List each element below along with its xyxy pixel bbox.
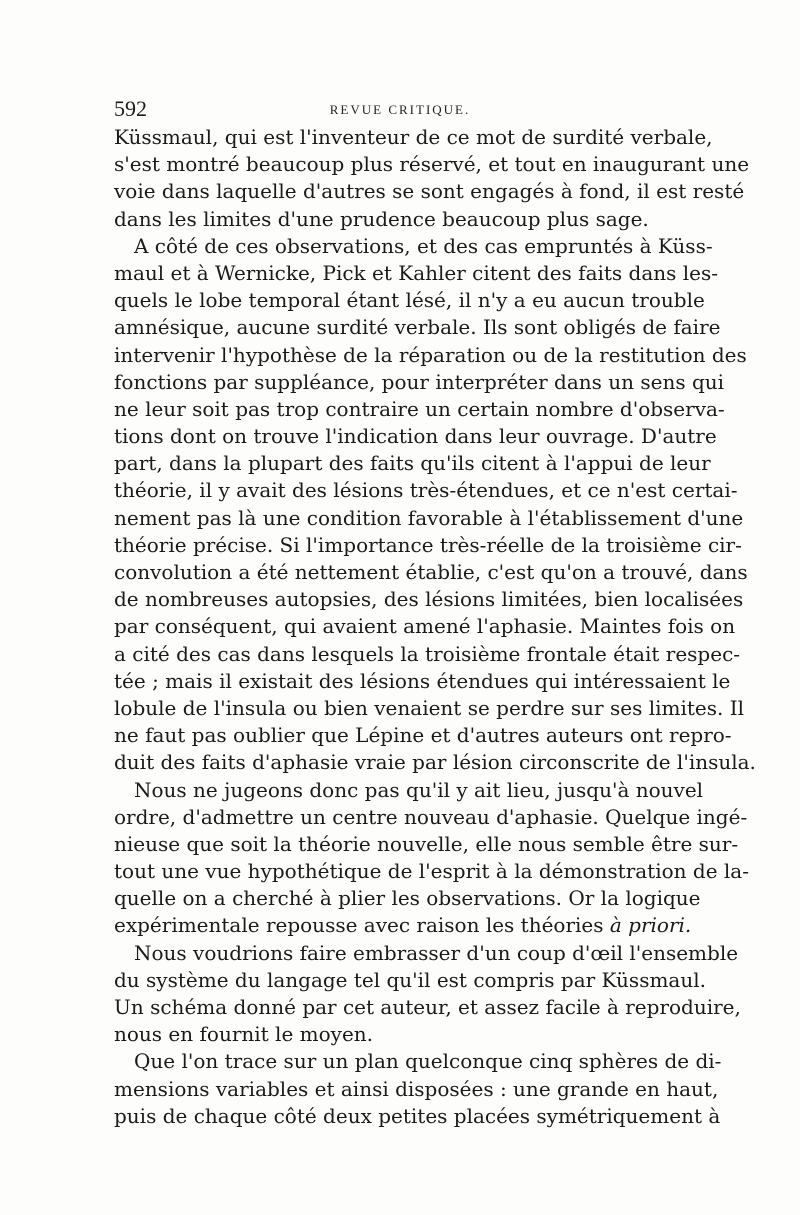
text-line: nous en fournit le moyen. xyxy=(114,1022,374,1047)
text-line: A côté de ces observations, et des cas empruntés à Küss- xyxy=(134,233,713,258)
text-line: convolution a été nettement établie, c'est qu'on a trouvé, dans xyxy=(114,560,748,584)
text-line: puis de chaque côté deux petites placées symétriquement à xyxy=(114,1103,721,1128)
text-line: nement pas là une condition favorable à l'établissement d'une xyxy=(114,505,744,530)
paragraph xyxy=(114,233,756,777)
text-line: Nous ne jugeons donc pas qu'il y ait lieu, jusqu'à nouvel xyxy=(134,777,704,802)
text-line: nieuse que soit la théorie nouvelle, elle nous semble être sur- xyxy=(114,831,739,856)
text-line: tée ; mais il existait des lésions étendues qui intéressaient le xyxy=(114,668,731,693)
text-line: quels le lobe temporal étant lésé, il n'y a eu aucun trouble xyxy=(114,288,705,313)
text-line: amnésique, aucune surdité verbale. Ils sont obligés de faire xyxy=(114,315,721,340)
text-line: ne faut pas oublier que Lépine et d'autres auteurs ont repro- xyxy=(114,723,732,748)
text-line: quelle on a cherché à plier les observations. Or la logique xyxy=(114,886,701,911)
text-fragment: expérimentale repousse avec raison les théories xyxy=(114,913,604,938)
text-line: Nous voudrions faire embrasser d'un coup d'œil l'ensemble xyxy=(134,940,739,965)
text-line: mensions variables et ainsi disposées : une grande en haut, xyxy=(114,1076,719,1101)
text-line: du système du langage tel qu'il est compris par Küssmaul. xyxy=(114,967,706,992)
text-line: lobule de l'insula ou bien venaient se perdre sur ses limites. Il xyxy=(114,695,744,720)
text-line: maul et à Wernicke, Pick et Kahler citent des faits dans les- xyxy=(114,260,719,285)
text-line: Un schéma donné par cet auteur, et assez facile à reproduire, xyxy=(114,995,741,1019)
running-head: REVUE CRITIQUE. xyxy=(329,102,471,117)
text-line: voie dans laquelle d'autres se sont engagés à fond, il est resté xyxy=(114,179,745,204)
text-line: tout une vue hypothétique de l'esprit à la démonstration de la- xyxy=(114,859,749,884)
page-header xyxy=(114,96,686,126)
text-line: de nombreuses autopsies, des lésions limitées, bien localisées xyxy=(114,587,744,612)
text-line: dans les limites d'une prudence beaucoup plus sage. xyxy=(114,206,649,231)
text-line: ne leur soit pas trop contraire un certain nombre d'observa- xyxy=(114,396,725,421)
text-line: a cité des cas dans lesquels la troisième frontale était respec- xyxy=(114,641,741,666)
text-line: tions dont on trouve l'indication dans leur ouvrage. D'autre xyxy=(114,424,717,449)
text-line: intervenir l'hypothèse de la réparation ou de la restitution des xyxy=(114,342,747,367)
text-line: Küssmaul, qui est l'inventeur de ce mot de surdité verbale, xyxy=(114,125,713,149)
italic-phrase: à priori. xyxy=(609,913,692,938)
paragraph xyxy=(114,1048,722,1130)
text-line: ordre, d'admettre un centre nouveau d'aphasie. Quelque ingé- xyxy=(114,804,748,829)
text-line: théorie précise. Si l'importance très-réelle de la troisième cir- xyxy=(114,532,742,557)
page-number: 592 xyxy=(114,96,147,121)
text-line: part, dans la plupart des faits qu'ils citent à l'appui de leur xyxy=(114,451,711,476)
body-text xyxy=(114,124,756,1130)
text-line: théorie, il y avait des lésions très-étendues, et ce n'est certai- xyxy=(114,478,738,503)
paragraph xyxy=(114,777,749,940)
text-line xyxy=(114,912,692,939)
text-line: par conséquent, qui avaient amené l'aphasie. Maintes fois on xyxy=(114,614,736,639)
text-line: Que l'on trace sur un plan quelconque cinq sphères de di- xyxy=(134,1049,722,1074)
text-line: fonctions par suppléance, pour interpréter dans un sens qui xyxy=(114,369,725,394)
text-line: s'est montré beaucoup plus réservé, et tout en inaugurant une xyxy=(114,152,750,177)
paragraph xyxy=(114,940,741,1049)
paragraph xyxy=(114,124,750,233)
text-line: duit des faits d'aphasie vraie par lésion circonscrite de l'insula. xyxy=(114,750,756,775)
